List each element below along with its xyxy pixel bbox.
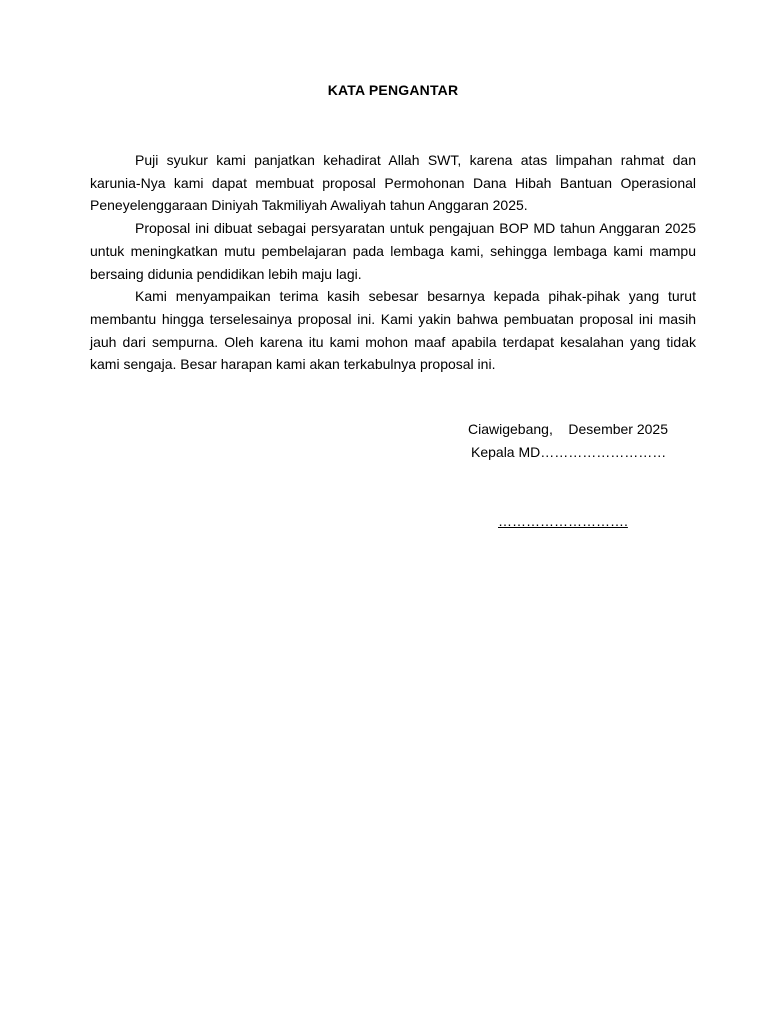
body-text <box>90 149 696 376</box>
paragraph-1: Puji syukur kami panjatkan kehadirat Allah SWT, karena atas limpahan rahmat dan karunia-Nya kami dapat membuat proposal Permohonan Dana Hibah Bantuan Operasional Peneyelenggaraan Diniyah Takmiliyah Awaliyah tahun Anggaran 2025. <box>90 152 696 214</box>
signature-role: Kepala MD……………………… <box>471 444 667 460</box>
paragraph-3: Kami menyampaikan terima kasih sebesar besarnya kepada pihak-pihak yang turut membantu hingga terselesainya proposal ini. Kami yakin bahwa pembuatan proposal ini masih jauh dari sempurna. Oleh karena itu kami mohon maaf apabila terdapat kesalahan yang tidak kami sengaja. Besar harapan kami akan terkabulnya proposal ini. <box>90 288 696 373</box>
signature-place-date: Ciawigebang, Desember 2025 <box>468 421 669 437</box>
page-title: KATA PENGANTAR <box>327 82 459 98</box>
paragraph-2: Proposal ini dibuat sebagai persyaratan untuk pengajuan BOP MD tahun Anggaran 2025 untuk meningkatkan mutu pembelajaran pada lembaga kami, sehingga lembaga kami mampu bersaing didunia pendidikan lebih maju lagi. <box>90 220 696 282</box>
signature-name-line: ………………………. <box>498 513 628 529</box>
